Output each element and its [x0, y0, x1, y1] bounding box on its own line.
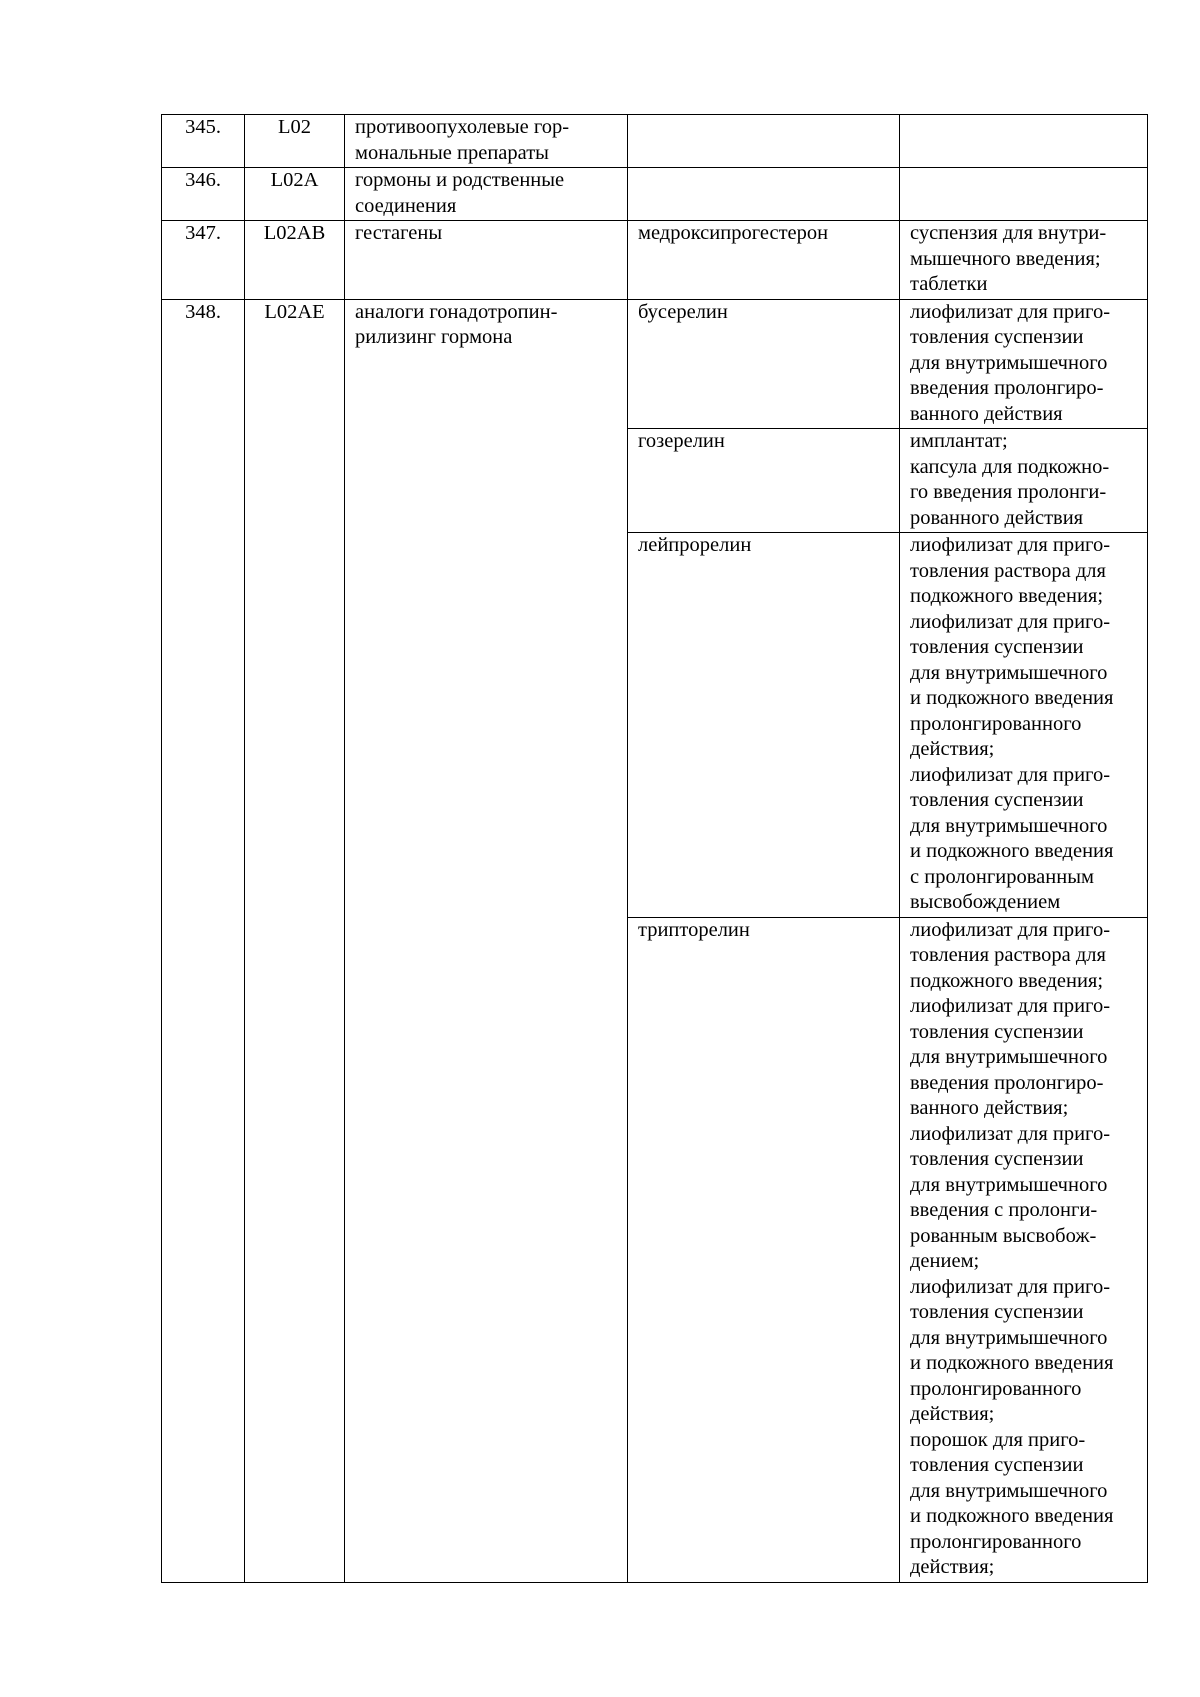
row-number: 346. — [162, 168, 245, 221]
table-row — [162, 299, 1148, 429]
anatomical-therapeutic-chemical-group: гестагены — [345, 221, 628, 300]
dosage-form: лиофилизат для приго- товления раствора для подкожного введения; лиофилизат для приго- товления суспензии для внутримышечного и подкожного введения пролонгированного действия; лиофилизат для приго- товления суспензии для внутримышечного и подкожного введения с пролонгированным высвобождением — [900, 533, 1148, 918]
drug-name: бусерелин — [628, 299, 900, 429]
drug-name: лейпрорелин — [628, 533, 900, 918]
anatomical-therapeutic-chemical-group: гормоны и родственные соединения — [345, 168, 628, 221]
dosage-form — [900, 168, 1148, 221]
atc-code: L02A — [245, 168, 345, 221]
dosage-form: лиофилизат для приго- товления суспензии для внутримышечного введения пролонгиро- ванного действия — [900, 299, 1148, 429]
atc-code: L02AB — [245, 221, 345, 300]
dosage-form: лиофилизат для приго- товления раствора для подкожного введения; лиофилизат для приго- товления суспензии для внутримышечного введения пролонгиро- ванного действия; лиофилизат для приго- товления суспензии для внутримышечного введения с пролонги- рованным высвобож- дением; лиофилизат для приго- товления суспензии для внутримышечного и подкожного введения пролонгированного действия; порошок для приго- товления суспензии для внутримышечного и подкожного введения пролонгированного действия; — [900, 917, 1148, 1582]
row-number: 348. — [162, 299, 245, 1582]
dosage-form: имплантат; капсула для подкожно- го введения пролонги- рованного действия — [900, 429, 1148, 533]
table-row — [162, 168, 1148, 221]
table-row — [162, 115, 1148, 168]
drug-name: медроксипрогестерон — [628, 221, 900, 300]
row-number: 345. — [162, 115, 245, 168]
dosage-form: суспензия для внутри- мышечного введения; таблетки — [900, 221, 1148, 300]
atc-code: L02AE — [245, 299, 345, 1582]
drug-name — [628, 115, 900, 168]
drug-list-table — [161, 114, 1148, 1583]
dosage-form — [900, 115, 1148, 168]
drug-name: гозерелин — [628, 429, 900, 533]
drug-name — [628, 168, 900, 221]
table-row — [162, 221, 1148, 300]
anatomical-therapeutic-chemical-group: аналоги гонадотропин- рилизинг гормона — [345, 299, 628, 1582]
anatomical-therapeutic-chemical-group: противоопухолевые гор- мональные препараты — [345, 115, 628, 168]
atc-code: L02 — [245, 115, 345, 168]
row-number: 347. — [162, 221, 245, 300]
drug-name: трипторелин — [628, 917, 900, 1582]
